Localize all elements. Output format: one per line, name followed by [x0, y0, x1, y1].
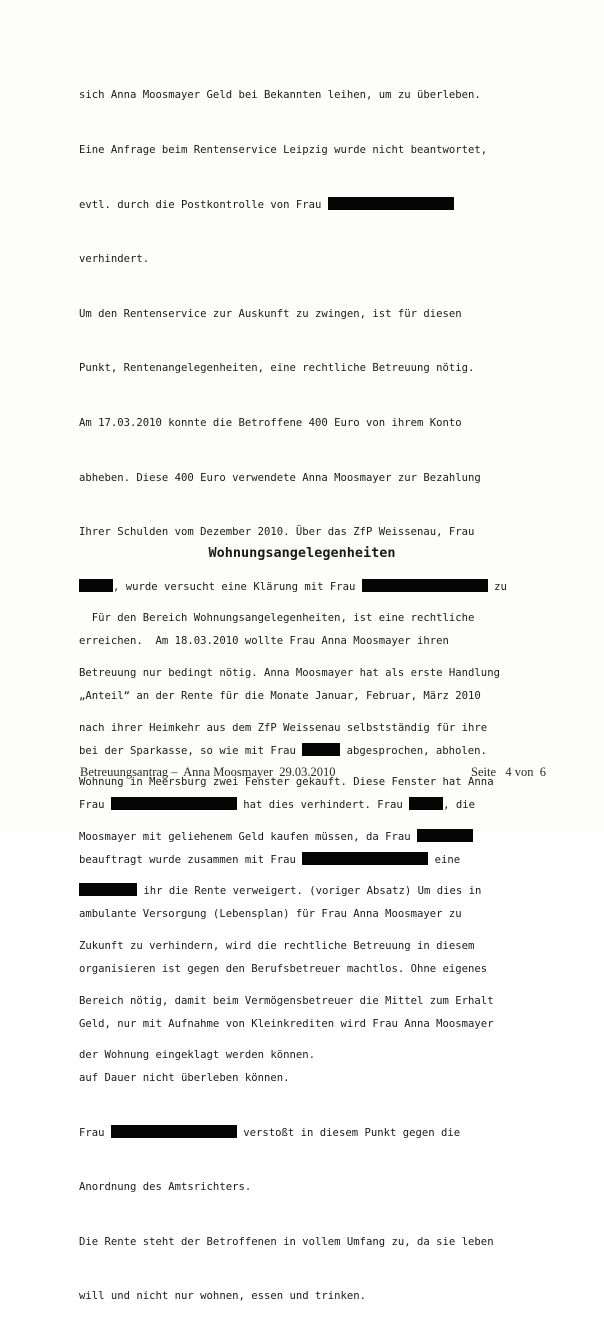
text-segment: abgesprochen, abholen. — [340, 744, 487, 757]
text-line — [79, 1124, 579, 1142]
text-line: sich Anna Moosmayer Geld bei Bekannten leihen, um zu überleben. — [79, 89, 481, 102]
footer-document-title: Betreuungsantrag – Anna Moosmayer 29.03.2010 — [80, 765, 336, 779]
text-segment: Frau — [79, 799, 111, 812]
text-line: Eine Anfrage beim Rentenservice Leipzig wurde nicht beantwortet, — [79, 144, 488, 156]
text-line: verhindert. — [79, 253, 150, 266]
text-line — [79, 196, 579, 214]
text-line: ambulante Versorgung (Lebensplan) für Frau Anna Moosmayer zu — [79, 908, 462, 921]
text-line: Ihrer Schulden vom Dezember 2010. Über das ZfP Weissenau, Frau — [79, 526, 475, 539]
text-line: Betreuung nur bedingt nötig. Anna Moosmayer hat als erste Handlung — [79, 667, 500, 679]
text-line: Zukunft zu verhindern, wird die rechtliche Betreuung in diesem — [79, 939, 475, 952]
redaction-bar — [328, 197, 454, 210]
footer-page-number: Seite 4 von 6 — [471, 765, 546, 779]
text-segment: evtl. durch die Postkontrolle von Frau — [79, 198, 328, 211]
text-line: erreichen. Am 18.03.2010 wollte Frau Anna Moosmayer ihren — [79, 635, 449, 648]
text-segment: Moosmayer mit geliehenem Geld kaufen müssen, da Frau — [79, 830, 418, 843]
text-line: Geld, nur mit Aufnahme von Kleinkrediten wird Frau Anna Moosmayer — [79, 1017, 494, 1030]
text-line: „Anteil“ an der Rente für die Monate Januar, Februar, März 2010 — [79, 689, 481, 702]
text-segment: Frau — [79, 1126, 111, 1139]
text-segment: bei der Sparkasse, so wie mit Frau — [79, 744, 303, 757]
text-line: Wohnung in Meersburg zwei Fenster gekauft. Diese Fenster hat Anna — [79, 776, 494, 789]
text-line: nach ihrer Heimkehr aus dem ZfP Weissenau selbstständig für ihre — [79, 721, 488, 734]
text-line: will und nicht nur wohnen, essen und trinken. — [79, 1290, 367, 1303]
text-line: Punkt, Rentenangelegenheiten, eine rechtliche Betreuung nötig. — [79, 362, 475, 375]
text-segment: eine — [428, 853, 461, 866]
section-heading: Wohnungsangelegenheiten — [208, 545, 396, 561]
text-line: Bereich nötig, damit beim Vermögensbetreuer die Mittel zum Erhalt — [79, 994, 494, 1007]
text-line — [79, 882, 579, 900]
text-line: Anordnung des Amtsrichters. — [79, 1181, 252, 1194]
text-segment: zu — [487, 580, 507, 593]
text-line — [79, 828, 579, 846]
text-line: organisieren ist gegen den Berufsbetreuer machtlos. Ohne eigenes — [79, 962, 488, 975]
text-line: Für den Bereich Wohnungsangelegenheiten, ist eine rechtliche — [79, 612, 475, 625]
text-line: Die Rente steht der Betroffenen in vollem Umfang zu, da sie leben — [79, 1235, 494, 1248]
text-segment: beauftragt wurde zusammen mit Frau — [79, 853, 303, 866]
text-segment: ihr die Rente verweigert. (voriger Absatz) Um dies in — [137, 885, 482, 898]
redaction-bar — [111, 1125, 237, 1138]
text-line: der Wohnung eingeklagt werden können. — [79, 1049, 315, 1062]
text-line: abheben. Diese 400 Euro verwendete Anna Moosmayer zur Bezahlung — [79, 471, 481, 484]
text-line: Am 17.03.2010 konnte die Betroffene 400 Euro von ihrem Konto — [79, 416, 462, 429]
text-line: auf Dauer nicht überleben können. — [79, 1072, 290, 1085]
paragraph-wohnungsangelegenheiten — [79, 573, 579, 1101]
text-line: Um den Rentenservice zur Auskunft zu zwingen, ist für diesen — [79, 307, 462, 320]
redaction-bar — [79, 883, 137, 896]
redaction-bar — [417, 829, 473, 842]
text-segment: , wurde versucht eine Klärung mit Frau — [113, 580, 362, 593]
text-segment: verstoßt in diesem Punkt gegen die — [236, 1126, 461, 1139]
text-segment: hat dies verhindert. Frau — [236, 799, 410, 812]
text-segment: , die — [443, 799, 475, 812]
